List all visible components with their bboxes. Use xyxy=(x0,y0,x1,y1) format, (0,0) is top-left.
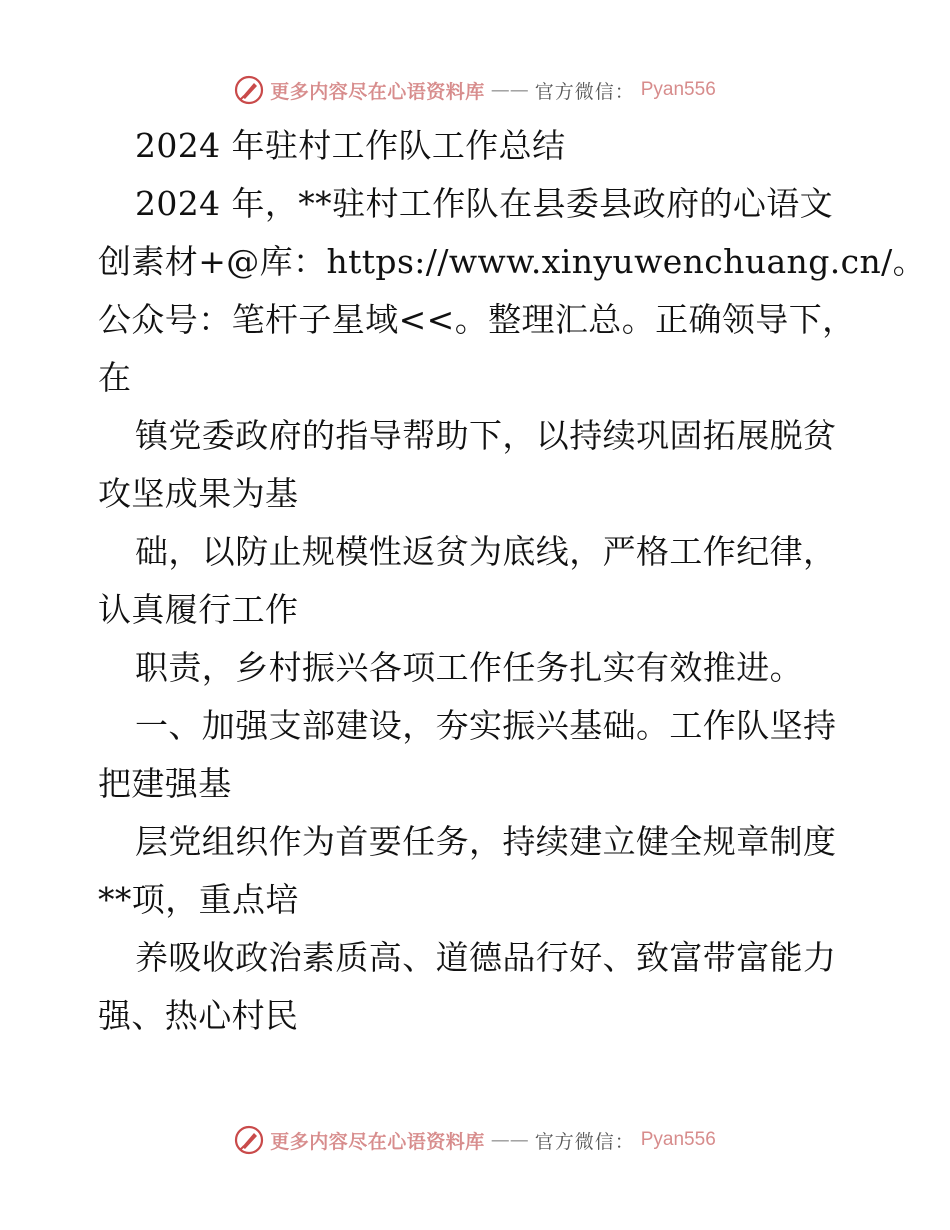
watermark-main-text: 更多内容尽在心语资料库 xyxy=(270,80,485,103)
quill-pen-circle-icon xyxy=(234,75,264,105)
document-line: 2024 年，**驻村工作队在县委县政府的心语文 xyxy=(135,184,834,223)
watermark-dash: —— xyxy=(490,1129,529,1151)
document-line: 职责，乡村振兴各项工作任务扎实有效推进。 xyxy=(135,648,803,687)
document-line: 公众号：笔杆子星域<<。整理汇总。正确领导下， xyxy=(98,300,856,339)
watermark-dash: —— xyxy=(490,79,529,101)
document-line: 在 xyxy=(98,358,132,397)
document-title: 2024 年驻村工作队工作总结 xyxy=(135,126,566,165)
watermark-account: Pyan556 xyxy=(640,79,716,100)
document-line: 镇党委政府的指导帮助下，以持续巩固拓展脱贫 xyxy=(135,416,837,455)
watermark-label: 官方微信： xyxy=(534,1130,635,1153)
document-line: 把建强基 xyxy=(98,764,232,803)
document-line: 认真履行工作 xyxy=(98,590,299,629)
document-line: 强、热心村民 xyxy=(98,996,299,1035)
document-line: 创素材+@库：https://www.xinyuwenchuang.cn/。 xyxy=(98,242,927,281)
document-line: 养吸收政治素质高、道德品行好、致富带富能力 xyxy=(135,938,837,977)
quill-pen-circle-icon xyxy=(234,1125,264,1155)
document-line: 础，以防止规模性返贫为底线，严格工作纪律， xyxy=(135,532,837,571)
document-line: 攻坚成果为基 xyxy=(98,474,299,513)
header-watermark-banner xyxy=(0,70,950,110)
watermark-account: Pyan556 xyxy=(640,1129,716,1150)
footer-watermark-banner xyxy=(0,1120,950,1160)
watermark-label: 官方微信： xyxy=(534,80,635,103)
document-body xyxy=(98,117,927,1045)
document-line: **项，重点培 xyxy=(98,880,299,919)
document-line: 层党组织作为首要任务，持续建立健全规章制度 xyxy=(135,822,837,861)
section-heading-line: 一、加强支部建设，夯实振兴基础。工作队坚持 xyxy=(135,706,837,745)
watermark-main-text: 更多内容尽在心语资料库 xyxy=(270,1130,485,1153)
